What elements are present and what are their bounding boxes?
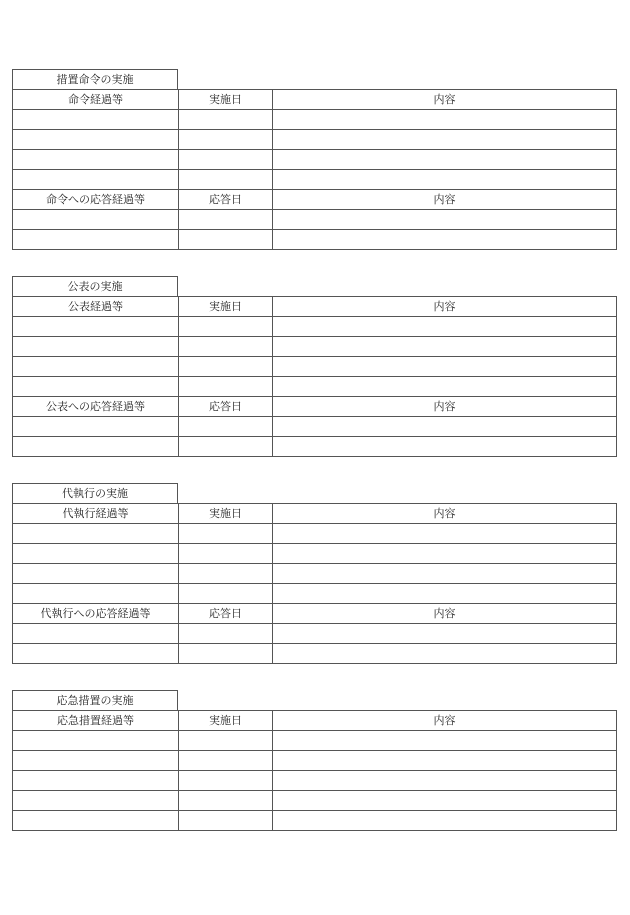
cell-content[interactable] [273,644,617,664]
column-header-response: 代執行への応答経過等 [13,604,179,624]
cell-response[interactable] [13,210,179,230]
header-row [13,504,617,524]
cell-content[interactable] [273,170,617,190]
table-row [13,771,617,791]
cell-content[interactable] [273,230,617,250]
column-header-progress: 公表経過等 [13,297,179,317]
cell-content[interactable] [273,524,617,544]
cell-content[interactable] [273,811,617,831]
table-row [13,791,617,811]
cell-content[interactable] [273,584,617,604]
section-代執行 [12,483,616,664]
table-row [13,150,617,170]
cell-progress[interactable] [13,524,179,544]
section-title: 代執行の実施 [12,483,178,503]
header-row [13,90,617,110]
cell-progress[interactable] [13,357,179,377]
column-header-response: 公表への応答経過等 [13,397,179,417]
cell-date[interactable] [179,544,273,564]
cell-progress[interactable] [13,110,179,130]
record-table [12,710,617,831]
cell-date[interactable] [179,170,273,190]
cell-content[interactable] [273,130,617,150]
cell-date[interactable] [179,210,273,230]
table-row [13,437,617,457]
cell-progress[interactable] [13,791,179,811]
cell-date[interactable] [179,437,273,457]
column-header-content: 内容 [273,711,617,731]
table-row [13,644,617,664]
column-header-response-date: 応答日 [179,190,273,210]
cell-content[interactable] [273,624,617,644]
cell-progress[interactable] [13,564,179,584]
column-header-content: 内容 [273,397,617,417]
cell-content[interactable] [273,751,617,771]
cell-content[interactable] [273,544,617,564]
section-title: 措置命令の実施 [12,69,178,89]
cell-content[interactable] [273,564,617,584]
column-header-date: 実施日 [179,711,273,731]
header-row [13,711,617,731]
cell-date[interactable] [179,791,273,811]
section-title: 応急措置の実施 [12,690,178,710]
column-header-response-date: 応答日 [179,604,273,624]
cell-content[interactable] [273,437,617,457]
table-row [13,751,617,771]
column-header-content: 内容 [273,297,617,317]
cell-date[interactable] [179,377,273,397]
table-row [13,564,617,584]
column-header-content: 内容 [273,90,617,110]
cell-progress[interactable] [13,130,179,150]
table-row [13,811,617,831]
cell-date[interactable] [179,644,273,664]
table-row [13,417,617,437]
column-header-date: 実施日 [179,504,273,524]
column-header-content: 内容 [273,604,617,624]
header-row [13,604,617,624]
table-row [13,544,617,564]
cell-progress[interactable] [13,150,179,170]
cell-progress[interactable] [13,811,179,831]
cell-date[interactable] [179,564,273,584]
cell-content[interactable] [273,337,617,357]
cell-date[interactable] [179,584,273,604]
cell-date[interactable] [179,357,273,377]
cell-content[interactable] [273,357,617,377]
cell-content[interactable] [273,150,617,170]
table-row [13,357,617,377]
column-header-date: 実施日 [179,297,273,317]
cell-content[interactable] [273,377,617,397]
table-row [13,377,617,397]
cell-date[interactable] [179,417,273,437]
cell-date[interactable] [179,624,273,644]
table-row [13,210,617,230]
cell-content[interactable] [273,731,617,751]
column-header-progress: 応急措置経過等 [13,711,179,731]
section-title: 公表の実施 [12,276,178,296]
table-row [13,110,617,130]
column-header-response: 命令への応答経過等 [13,190,179,210]
table-row [13,624,617,644]
header-row [13,397,617,417]
cell-date[interactable] [179,524,273,544]
cell-date[interactable] [179,771,273,791]
header-row [13,297,617,317]
header-row [13,190,617,210]
table-row [13,731,617,751]
table-row [13,524,617,544]
cell-content[interactable] [273,771,617,791]
section-措置命令 [12,69,616,250]
cell-progress[interactable] [13,584,179,604]
cell-progress[interactable] [13,377,179,397]
cell-content[interactable] [273,417,617,437]
cell-progress[interactable] [13,731,179,751]
cell-progress[interactable] [13,751,179,771]
section-公表 [12,276,616,457]
column-header-response-date: 応答日 [179,397,273,417]
section-応急措置 [12,690,616,831]
cell-date[interactable] [179,150,273,170]
table-row [13,337,617,357]
column-header-date: 実施日 [179,90,273,110]
record-table [12,296,617,457]
cell-response[interactable] [13,624,179,644]
cell-response[interactable] [13,644,179,664]
cell-response[interactable] [13,437,179,457]
record-table [12,89,617,250]
cell-date[interactable] [179,110,273,130]
cell-date[interactable] [179,317,273,337]
cell-date[interactable] [179,130,273,150]
cell-progress[interactable] [13,317,179,337]
cell-progress[interactable] [13,170,179,190]
table-row [13,130,617,150]
cell-date[interactable] [179,811,273,831]
table-row [13,584,617,604]
cell-date[interactable] [179,751,273,771]
table-row [13,317,617,337]
cell-response[interactable] [13,417,179,437]
cell-date[interactable] [179,230,273,250]
cell-progress[interactable] [13,771,179,791]
cell-content[interactable] [273,317,617,337]
cell-content[interactable] [273,110,617,130]
cell-date[interactable] [179,337,273,357]
column-header-content: 内容 [273,190,617,210]
cell-date[interactable] [179,731,273,751]
cell-content[interactable] [273,210,617,230]
cell-progress[interactable] [13,337,179,357]
column-header-content: 内容 [273,504,617,524]
table-row [13,170,617,190]
record-table [12,503,617,664]
cell-response[interactable] [13,230,179,250]
table-row [13,230,617,250]
column-header-progress: 代執行経過等 [13,504,179,524]
cell-content[interactable] [273,791,617,811]
column-header-progress: 命令経過等 [13,90,179,110]
cell-progress[interactable] [13,544,179,564]
